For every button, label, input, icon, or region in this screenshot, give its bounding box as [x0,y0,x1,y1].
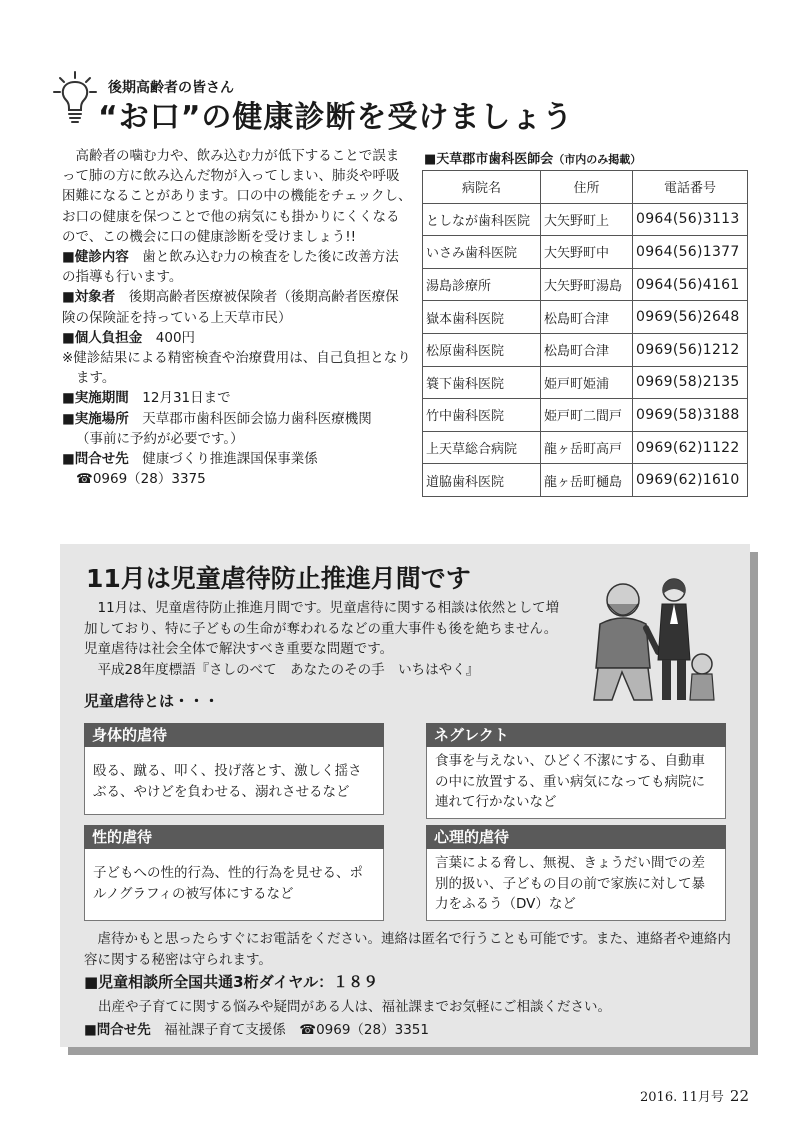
clinic-name: 嶽本歯科医院 [423,301,541,334]
clinic-address: 大矢野町上 [541,203,633,236]
section-subtitle: 後期高齢者の皆さん [108,80,234,96]
clinic-address: 龍ヶ岳町樋島 [541,464,633,497]
header-tel: 電話番号 [633,171,748,204]
checkup-intro: 高齢者の噛む力や、飲み込む力が低下することで誤まって肺の方に飲み込んだ物が入ってしまい、肺炎や呼吸困難になることがあります。口の中の機能をチェックし、お口の健康を保つことで他の病気にも掛かりにくくなるので、この機会に口の健康診断を受けましょう!! [62,148,412,245]
table-row [423,366,748,399]
header-name: 病院名 [423,171,541,204]
checkup-place [62,409,412,429]
category-text: 食事を与えない、ひどく不潔にする、自動車の中に放置する、重い病気になっても病院に連れて行かないなど [426,747,726,819]
clinic-tel: 0964(56)3113 [633,203,748,236]
target-text: 後期高齢者医療被保険者（後期高齢者医療保険の保険証を持っている上天草市民） [62,289,399,326]
clinic-name: 道脇歯科医院 [423,464,541,497]
checkup-content [62,247,412,287]
checkup-target [62,287,412,327]
clinic-tel: 0969(62)1122 [633,431,748,464]
issue-label: 2016. 11月号 [640,1090,724,1105]
clinic-address: 龍ヶ岳町高戸 [541,431,633,464]
clinic-name: いさみ歯科医院 [423,236,541,269]
table-row [423,399,748,432]
clinic-address: 姫戸町姫浦 [541,366,633,399]
clinic-address: 大矢野町中 [541,236,633,269]
clinic-address: 大矢野町湯島 [541,268,633,301]
what-is-abuse: 児童虐待とは・・・ [84,692,220,710]
contact-tel: ☎0969（28）3375 [76,471,206,488]
abuse-intro [84,598,564,680]
table-row [423,464,748,497]
category-title: 心理的虐待 [426,825,726,849]
table-row [423,301,748,334]
period-label: ■実施期間 [62,390,129,407]
period-text: 12月31日まで [142,390,231,407]
page-footer [640,1086,749,1105]
clinic-address: 松島町合津 [541,333,633,366]
category-title: 性的虐待 [84,825,384,849]
clinic-name: 上天草総合病院 [423,431,541,464]
category-text: 殴る、蹴る、叩く、投げ落とす、激しく揺さぶる、やけどを負わせる、溺れさせるなど [84,747,384,815]
abuse-slogan: 平成28年度標語『さしのべて あなたのその手 いちはやく』 [97,661,480,678]
abuse-intro-text: 11月は、児童虐待防止推進月間です。児童虐待に関する相談は依然として増加しており、特に子どもの生命が奪われるなどの重大事件も後を絶ちません。児童虐待は社会全体で解決すべき重要な問題です。 [84,600,560,657]
checkup-contact [62,449,412,469]
clinic-tel: 0969(62)1610 [633,464,748,497]
dial-189-title: ■児童相談所全国共通3桁ダイヤル：１８９ [84,973,379,991]
lightbulb-icon [52,70,98,128]
content-text: 歯と飲み込む力の検査をした後に改善方法の指導も行います。 [62,249,399,286]
clinic-name: 簑下歯科医院 [423,366,541,399]
content-label: ■健診内容 [62,249,129,266]
abuse-contact-label: ■問合せ先 [84,1022,151,1038]
place-label: ■実施場所 [62,410,129,427]
contact-text: 健康づくり推進課国保事業係 [142,451,318,468]
clinic-address: 姫戸町二間戸 [541,399,633,432]
header-address: 住所 [541,171,633,204]
clinic-name: としなが歯科医院 [423,203,541,236]
category-title: ネグレクト [426,723,726,747]
report-notice: 虐待かもと思ったらすぐにお電話をください。連絡は匿名で行うことも可能です。また、連絡者や連絡内容に関する秘密は守られます。 [84,931,731,968]
category-physical [84,723,384,815]
cost-text: 400円 [155,329,196,346]
abuse-contact-text: 福祉課子育て支援係 ☎0969（28）3351 [164,1022,429,1038]
cost-label: ■個人負担金 [62,329,143,346]
clinic-table [422,170,748,497]
clinic-tel: 0969(56)1212 [633,333,748,366]
clinic-tel: 0964(56)4161 [633,268,748,301]
checkup-cost [62,328,412,348]
table-row [423,431,748,464]
clinic-name: 松原歯科医院 [423,333,541,366]
clinic-tel: 0969(58)3188 [633,399,748,432]
table-row [423,236,748,269]
clinic-name: 竹中歯科医院 [423,399,541,432]
category-text: 子どもへの性的行為、性的行為を見せる、ポルノグラフィの被写体にするなど [84,849,384,921]
clinic-table-title [424,148,641,167]
checkup-period [62,388,412,408]
place-text: 天草郡市歯科医師会協力歯科医療機関 [142,410,372,427]
abuse-illustration [578,568,728,708]
cost-note: ※健診結果による精密検査や治療費用は、自己負担となります。 [62,350,411,387]
table-row [423,333,748,366]
abuse-contact [84,1018,429,1038]
category-neglect [426,723,726,819]
abuse-title: 11月は児童虐待防止推進月間です [86,564,471,593]
checkup-details [62,146,412,489]
dial-description: 出産や子育てに関する悩みや疑問がある人は、福祉課までお気軽にご相談ください。 [98,999,611,1015]
category-title: 身体的虐待 [84,723,384,747]
target-label: ■対象者 [62,289,116,306]
clinic-table-title-text: ■天草郡市歯科医師会 [424,152,554,167]
category-text: 言葉による脅し、無視、きょうだい間での差別的扱い、子どもの目の前で家族に対して暴力をふるう（DV）など [426,849,726,921]
clinic-tel: 0969(58)2135 [633,366,748,399]
table-row [423,268,748,301]
category-psychological [426,825,726,921]
page-title: “お口”の健康診断を受けましょう [98,100,574,135]
clinic-tel: 0964(56)1377 [633,236,748,269]
clinic-tel: 0969(56)2648 [633,301,748,334]
category-sexual [84,825,384,921]
clinic-table-title-note: （市内のみ掲載） [553,153,642,166]
contact-label: ■問合せ先 [62,451,129,468]
page-number: 22 [729,1087,749,1105]
place-note: （事前に予約が必要です。） [76,430,244,447]
table-header-row [423,171,748,204]
clinic-name: 湯島診療所 [423,268,541,301]
table-row [423,203,748,236]
clinic-address: 松島町合津 [541,301,633,334]
